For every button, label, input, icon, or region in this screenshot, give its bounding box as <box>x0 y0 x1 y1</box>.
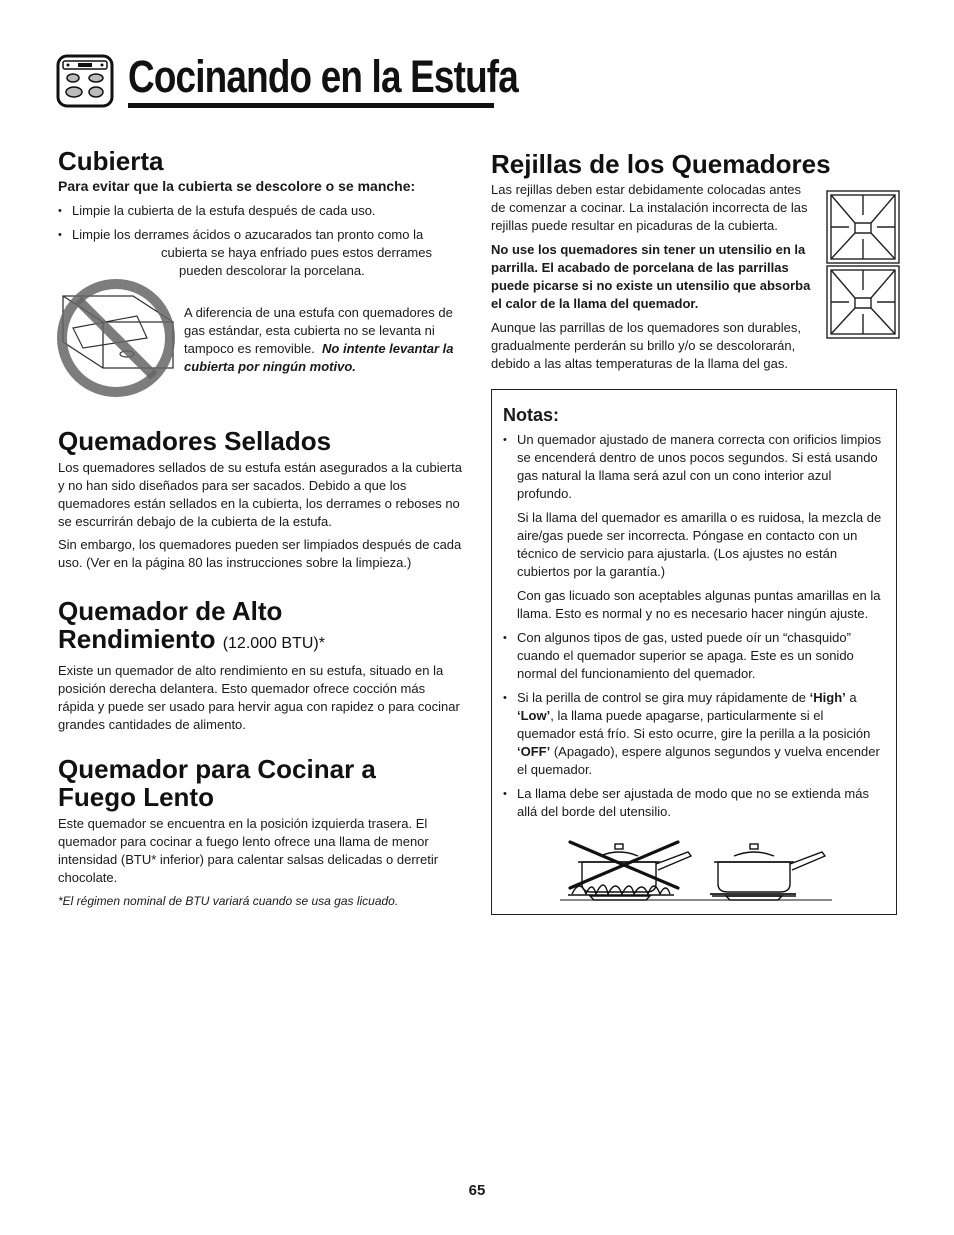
cubierta-warning: No intente levantar la cubierta por ningún motivo. <box>184 341 454 374</box>
notes-title: Notas: <box>503 405 560 425</box>
notes-content <box>503 405 883 821</box>
section-rejillas <box>491 149 831 373</box>
note-1c: Con gas licuado son aceptables algunas puntas amarillas en la llama. Esto es normal y no es necesario hacer ningún ajuste. <box>517 588 881 621</box>
note-3-b: a <box>849 690 857 705</box>
lento-heading-line-2: Fuego Lento <box>58 782 214 812</box>
rejillas-heading: Rejillas de los Quemadores <box>491 149 831 179</box>
cubierta-bullet-2-line-3: pueden descolorar la porcelana. <box>179 263 365 278</box>
note-3-high: ‘High’ <box>809 690 846 705</box>
rejillas-p1: Las rejillas deben estar debidamente colocadas antes de comenzar a cocinar. La instalación incorrecta de las rejillas puede resultar en picaduras de la cubierta. <box>491 182 808 233</box>
alto-heading-line-2: Rendimiento <box>58 624 216 654</box>
rejillas-p2: No use los quemadores sin tener un utensilio en la parrilla. El acabado de porcelana de las parrillas puede picarse si no existe un utensilio que absorba el calor de la llama del quemador. <box>491 242 811 311</box>
notes-box <box>491 389 897 915</box>
note-3 <box>503 689 883 779</box>
cubierta-list <box>58 202 463 280</box>
page-number: 65 <box>468 1182 486 1199</box>
alto-heading <box>58 597 463 658</box>
notes-list <box>503 431 883 503</box>
no-lift-cooktop-illustration <box>55 276 177 400</box>
flame-adjustment-illustration <box>560 838 832 902</box>
note-4: • La llama debe ser ajustada de modo que no se extienda más allá del borde del utensilio. <box>503 785 883 821</box>
cubierta-heading: Cubierta <box>58 146 164 176</box>
note-3-c: , la llama puede apagarse, particularmente si el quemador está frío. Si esto ocurre, gire la perilla a la posición <box>517 708 871 741</box>
cubierta-bullet-2-line-2: cubierta se haya enfriado pues estos derrames <box>161 245 432 260</box>
lento-heading-line-1: Quemador para Cocinar a <box>58 754 376 784</box>
rejillas-p3: Aunque las parrillas de los quemadores son durables, gradualmente perderán su brillo y/o se descolorarán, debido a las altas temperaturas de la llama del gas. <box>491 320 802 371</box>
cubierta-bullet-2-line-1: Limpie los derrames ácidos o azucarados tan pronto como la <box>72 227 424 242</box>
alto-p1: Existe un quemador de alto rendimiento en su estufa, situado en la posición derecha delantera. Esto quemador ofrece cocción más rápida y puede ser usado para hervir agua con rapidez o para cocinar grandes cantidades de alimento. <box>58 663 460 732</box>
section-fuego-lento <box>58 755 463 909</box>
section-alto-rendimiento <box>58 597 463 734</box>
lento-footnote: *El régimen nominal de BTU variará cuando se usa gas licuado. <box>58 894 399 908</box>
cubierta-subheading: Para evitar que la cubierta se descolore o se manche: <box>58 178 416 194</box>
section-cubierta <box>58 147 463 280</box>
burner-grates-illustration <box>825 190 901 340</box>
stove-icon <box>56 54 114 108</box>
note-3-d: (Apagado), espere algunos segundos y vuelva encender el quemador. <box>517 744 880 777</box>
lento-p1: Este quemador se encuentra en la posición izquierda trasera. El quemador para cocinar a fuego lento ofrece una llama de menor intensidad (BTU* inferior) para calentar salsas delicadas o derretir chocolate. <box>58 816 439 885</box>
cubierta-bullet-1: • Limpie la cubierta de la estufa después de cada uso. <box>58 202 463 220</box>
sellados-heading: Quemadores Sellados <box>58 426 332 456</box>
section-sellados <box>58 427 463 572</box>
note-1b: Si la llama del quemador es amarilla o es ruidosa, la mezcla de aire/gas puede ser incorrecta. Póngase en contacto con un técnico de servicio para ajustarla. (Los ajustes no están cubiertos por la garantía.) <box>517 510 882 579</box>
cubierta-paragraph <box>184 304 466 376</box>
alto-heading-line-1: Quemador de Alto <box>58 596 283 626</box>
note-1: • Un quemador ajustado de manera correcta con orificios limpios se encenderá dentro de unos pocos segundos. Si está usando gas natural la llama será azul con un cono interior azul profundo. <box>503 431 883 503</box>
note-2: • Con algunos tipos de gas, usted puede oír un “chasquido” cuando el quemador superior se apaga. Este es un sonido normal del funcionamiento del quemador. <box>503 629 883 683</box>
lento-heading <box>58 755 463 811</box>
cubierta-text: A diferencia de una estufa con quemadores de gas estándar, esta cubierta no se levanta ni tampoco es removible. <box>184 305 453 356</box>
page-title: Cocinando en la Estufa <box>128 51 518 102</box>
alto-heading-btu: (12.000 BTU)* <box>222 635 325 652</box>
sellados-p1: Los quemadores sellados de su estufa están asegurados a la cubierta y no han sido diseñados para ser sacados. Debido a que los quemadores están sellados en la cubierta, los derrames o reboses no se escurrirán debajo de la cubierta de la estufa. <box>58 460 462 529</box>
sellados-p2: Sin embargo, los quemadores pueden ser limpiados después de cada uso. (Ver en la página 80 las instrucciones sobre la limpieza.) <box>58 537 462 570</box>
note-3-low: ‘Low’ <box>517 708 551 723</box>
title-rule <box>128 103 494 108</box>
note-3-a: Si la perilla de control se gira muy rápidamente de <box>517 690 807 705</box>
cubierta-bullet-2 <box>58 226 463 280</box>
notes-list-2 <box>503 629 883 821</box>
note-3-off: ‘OFF’ <box>517 744 551 759</box>
